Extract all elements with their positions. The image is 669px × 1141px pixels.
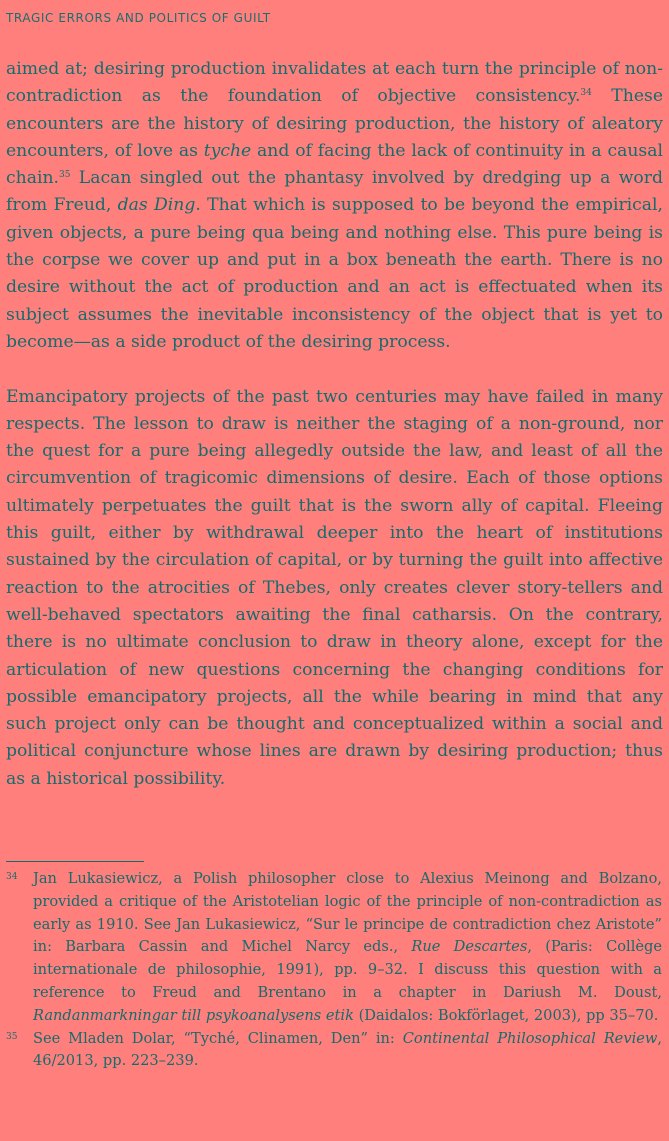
footnote-title-italic: Rue Descartes [411, 938, 528, 956]
footnote-34 [6, 868, 662, 1028]
footnote-divider [6, 861, 144, 862]
footnote-ref-34[interactable]: 34 [580, 88, 592, 99]
footnote-number: 34 [6, 872, 18, 882]
p1-segment: Lacan singled out the phantasy involved by dredging up a word from Freud, [6, 168, 663, 216]
footnote-text: Jan Lukasiewicz, a Polish philosopher close to Alexius Meinong and Bolzano, provided a critique of the Aristotelian logic of the principle of non-contradiction as early as 1910. See Jan Lukasiewicz, “Sur le principe de contradiction chez Aristote” in: Barbara Cassin and Michel Narcy eds., [33, 870, 662, 956]
paragraph-1 [6, 56, 663, 356]
footnotes [6, 868, 662, 1073]
p1-segment: These encounters are the history of desiring production, the history of aleatory encounters, of love as [6, 86, 663, 161]
p1-segment: aimed at; desiring production invalidates at each turn the principle of non-contradiction as the foundation of objective consistency. [6, 59, 663, 107]
footnote-text: , 46/2013, pp. 223–239. [33, 1029, 662, 1070]
running-head: TRAGIC ERRORS AND POLITICS OF GUILT [6, 11, 271, 25]
italic-term-das-ding: das Ding [117, 195, 196, 216]
footnote-text: See Mladen Dolar, “Tyché, Clinamen, Den” in: [33, 1029, 403, 1047]
footnote-text: , (Paris: Collège internationale de philosophie, 1991), pp. 9–32. I discuss this question with a reference to Freud and Brentano in a chapter in Dariush M. Doust, [33, 938, 662, 1001]
footnote-ref-35[interactable]: 35 [58, 170, 71, 181]
footnote-title-italic: Randanmarkningar till psykoanalysens etik [33, 1006, 354, 1024]
footnote-35 [6, 1028, 662, 1074]
italic-term-tyche: tyche [203, 140, 252, 161]
footnote-number: 35 [6, 1031, 18, 1042]
main-text [6, 56, 663, 793]
footnote-text: (Daidalos: Bokförlaget, 2003), pp 35–70. [353, 1006, 659, 1024]
paragraph-2: Emancipatory projects of the past two centuries may have failed in many respects. The lesson to draw is neither the staging of a non-ground, nor the quest for a pure being allegedly outside the law, and least of all the circumvention of tragicomic dimensions of desire. Each of those options ultimately perpetuates the guilt that is the sworn ally of capital. Fleeing this guilt, either by withdrawal deeper into the heart of institutions sustained by the circulation of capital, or by turning the guilt into affective reaction to the atrocities of Thebes, only creates clever story-tellers and well-behaved spectators awaiting the final catharsis. On the contrary, there is no ultimate conclusion to draw in theory alone, except for the articulation of new questions concerning the changing conditions for possible emancipatory projects, all the while bearing in mind that any such project only can be thought and conceptualized within a social and political conjuncture whose lines are drawn by desiring production; thus as a historical possibility. [6, 386, 663, 789]
p1-segment: . That which is supposed to be beyond the empirical, given objects, a pure being qua being and nothing else. This pure being is the corpse we cover up and put in a box beneath the earth. There is no desire without the act of production and an act is effectuated when its subject assumes the inevitable inconsistency of the object that is yet to become—as a side product of the desiring process. [6, 195, 664, 352]
p1-segment: and of facing the lack of continuity in a causal chain. [6, 140, 663, 189]
footnote-title-italic: Continental Philosophical Review [402, 1029, 658, 1047]
